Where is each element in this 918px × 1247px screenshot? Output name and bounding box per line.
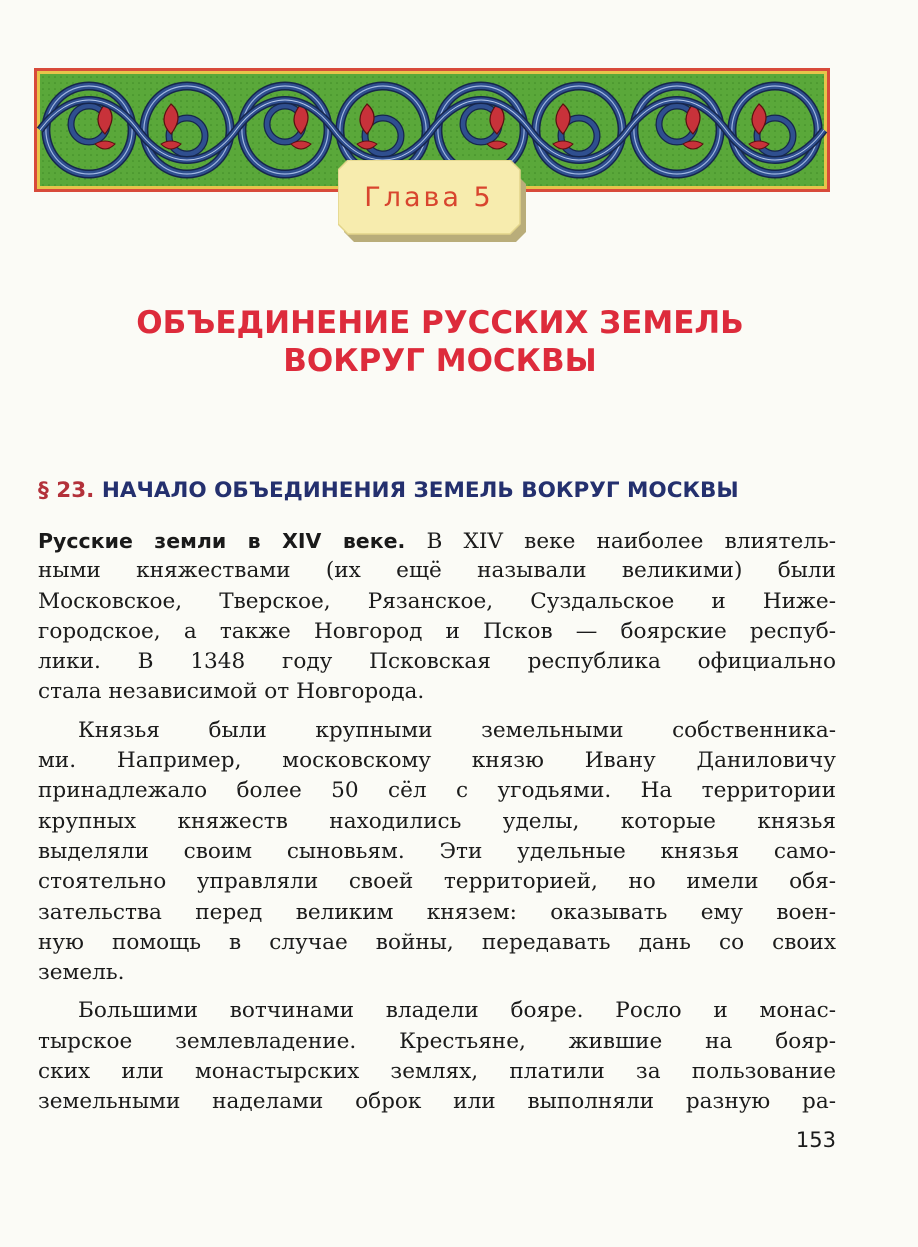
text-line: ми. Например, московскому князю Ивану Даниловичу	[38, 748, 836, 774]
text-line: городское, а также Новгород и Псков — боярские респуб-	[38, 618, 836, 644]
text-line: крупных княжеств находились уделы, которые князья	[38, 808, 836, 834]
paragraph	[38, 526, 836, 708]
text-line: стоятельно управляли своей территорией, но имели обя-	[38, 869, 836, 895]
section-heading	[38, 478, 838, 503]
chapter-label	[338, 160, 528, 244]
chapter-number: Глава 5	[364, 181, 494, 213]
text-line	[38, 526, 836, 556]
text-line: ными княжествами (их ещё называли великими) были	[38, 558, 836, 584]
text-line: тырское землевладение. Крестьяне, жившие на бояр-	[38, 1028, 836, 1054]
chapter-title	[40, 304, 840, 380]
text-line: зательства перед великим князем: оказывать ему воен-	[38, 899, 836, 925]
text-fragment: Большими вотчинами владели бояре. Росло и монас-	[78, 998, 836, 1024]
text-fragment: В XIV веке наиболее влиятель-	[405, 529, 837, 554]
paragraph	[38, 716, 836, 989]
page-number: 153	[795, 1128, 836, 1152]
text-line	[38, 716, 836, 746]
section-title: НАЧАЛО ОБЪЕДИНЕНИЯ ЗЕМЕЛЬ ВОКРУГ МОСКВЫ	[101, 478, 739, 503]
text-line: ную помощь в случае войны, передавать дань со своих	[38, 929, 836, 955]
text-line: принадлежало более 50 сёл с угодьями. На территории	[38, 778, 836, 804]
paragraph-lead: Русские земли в XIV веке.	[38, 529, 406, 553]
chapter-title-line: ВОКРУГ МОСКВЫ	[283, 343, 597, 379]
paragraph	[38, 996, 836, 1117]
text-line: выделяли своим сыновьям. Эти удельные князья само-	[38, 838, 836, 864]
text-line: стала независимой от Новгорода.	[38, 679, 425, 705]
text-line: лики. В 1348 году Псковская республика официально	[38, 649, 836, 675]
chapter-title-line: ОБЪЕДИНЕНИЕ РУССКИХ ЗЕМЕЛЬ	[136, 305, 744, 341]
body-text	[38, 526, 836, 1118]
text-line: земельными наделами оброк или выполняли разную ра-	[38, 1089, 836, 1115]
text-line	[38, 996, 836, 1026]
text-line: ских или монастырских землях, платили за пользование	[38, 1059, 836, 1085]
text-fragment: Князья были крупными земельными собственника-	[78, 717, 836, 743]
section-number: § 23.	[38, 478, 95, 503]
text-line: земель.	[38, 960, 125, 986]
text-line: Московское, Тверское, Рязанское, Суздальское и Ниже-	[38, 588, 836, 614]
